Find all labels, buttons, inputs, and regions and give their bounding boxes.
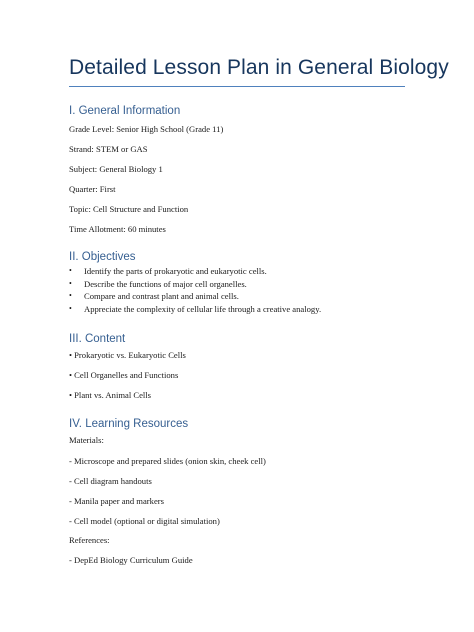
title-underline bbox=[69, 86, 405, 87]
section-heading-objectives: II. Objectives bbox=[69, 251, 136, 263]
topic-text: Topic: Cell Structure and Function bbox=[69, 204, 189, 214]
strand-text: Strand: STEM or GAS bbox=[69, 144, 148, 154]
content-item: • Plant vs. Animal Cells bbox=[69, 390, 152, 400]
bullet-icon: • bbox=[69, 278, 72, 288]
bullet-icon: • bbox=[69, 291, 72, 300]
section-heading-general-information: I. General Information bbox=[69, 105, 181, 117]
bullet-icon: • bbox=[69, 266, 72, 275]
references-label: References: bbox=[69, 535, 110, 545]
material-item: - Cell diagram handouts bbox=[69, 476, 152, 486]
objective-text: Compare and contrast plant and animal cells. bbox=[84, 291, 239, 301]
bullet-icon: • bbox=[69, 303, 72, 313]
section-heading-content: III. Content bbox=[69, 333, 126, 345]
material-item: - Cell model (optional or digital simulation) bbox=[69, 516, 220, 526]
quarter-text: Quarter: First bbox=[69, 184, 116, 194]
document-title: Detailed Lesson Plan in General Biology bbox=[69, 56, 449, 79]
material-item: - Microscope and prepared slides (onion skin, cheek cell) bbox=[69, 456, 266, 466]
material-item: - Manila paper and markers bbox=[69, 496, 164, 506]
grade-level-text: Grade Level: Senior High School (Grade 11) bbox=[69, 124, 224, 134]
content-item: • Cell Organelles and Functions bbox=[69, 370, 179, 380]
section-heading-learning-resources: IV. Learning Resources bbox=[69, 418, 189, 430]
materials-label: Materials: bbox=[69, 435, 104, 445]
objective-text: Appreciate the complexity of cellular life through a creative analogy. bbox=[84, 303, 322, 314]
reference-item: - DepEd Biology Curriculum Guide bbox=[69, 555, 193, 565]
time-allotment-text: Time Allotment: 60 minutes bbox=[69, 224, 166, 234]
content-item: • Prokaryotic vs. Eukaryotic Cells bbox=[69, 350, 186, 360]
objective-text: Identify the parts of prokaryotic and eukaryotic cells. bbox=[84, 266, 267, 276]
objective-text: Describe the functions of major cell organelles. bbox=[84, 278, 247, 289]
subject-text: Subject: General Biology 1 bbox=[69, 164, 163, 174]
